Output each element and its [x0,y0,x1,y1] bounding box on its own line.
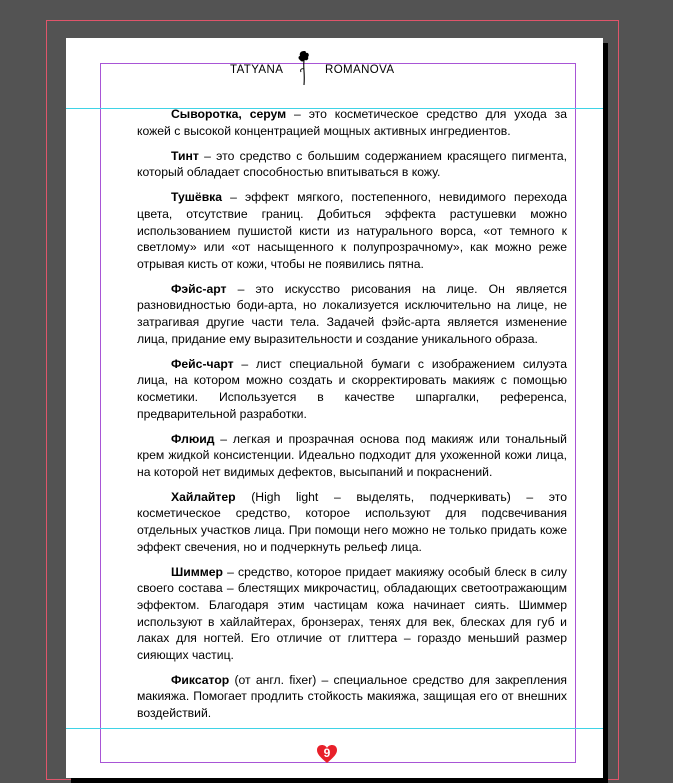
glossary-entry [137,356,567,422]
flower-silhouette-icon [296,49,312,87]
glossary-definition: – это средство с большим содержанием красящего пигмента, который обладает способностью впитываться в кожу. [137,148,567,180]
glossary-definition: (от англ. fixer) – специальное средство для закрепления макияжа. Помогает продлить стойкость макияжа, защищая его от внешних воздействий. [137,672,567,720]
glossary-entry [137,281,567,347]
glossary-definition: – средство, которое придает макияжу особый блеск в силу своего состава – блестящих микрочастиц, обладающих светоотражающим эффектом. Благодаря этим частицам кожа начинает сиять. Шиммер используют в хайлайтерах, бронзерах, тенях для век, блесках для губ и лаках для ногтей. Его отличие от глиттера – гораздо меньший размер сияющих частиц. [137,564,567,662]
page-header [66,49,603,87]
glossary-entry [137,489,567,555]
page-number: 9 [323,746,331,760]
glossary-term: Флюид [171,431,215,446]
page-number-badge [316,744,338,764]
glossary-term: Фэйс-арт [171,281,227,296]
brand-last-name: ROMANOVA [325,64,395,76]
glossary-term: Шиммер [171,564,223,579]
glossary-definition: – это искусство рисования на лице. Он является разновидностью боди-арта, но локализуется исключительно на лице, не затрагивая другие части тела. Задачей фэйс-арта является изменение лица, придание ему выразительности и создание уникального образа. [137,281,567,346]
glossary-term: Тушёвка [171,190,223,205]
glossary-term: Фейс-чарт [171,356,234,371]
glossary-entry [137,189,567,272]
glossary-entry [137,564,567,664]
glossary-definition: – эффект мягкого, постепенного, невидимого перехода цвета, отсутствие границ. Добиться эффекта растушевки можно использованием пушистой кисти из натурального ворса, «от темного к светлому» или «от насыщенного к полупрозрачному», как можно реже отрывая кисть от кожи, чтобы не появились пятна. [137,190,567,271]
glossary-text-frame[interactable] [137,106,567,730]
glossary-definition: (High light – выделять, подчеркивать) – это косметическое средство, которое используют для подсвечивания отдельных участков лица. При помощи него можно не только придать коже эффект свечения, но и подчеркнуть рельеф лица. [137,489,567,554]
glossary-entry [137,148,567,181]
glossary-definition: – лист специальной бумаги с изображением силуэта лица, на котором можно создать и скорректировать макияж с помощью косметики. Используется в качестве шпаргалки, референса, предварительной разработки. [137,356,567,421]
glossary-entry [137,672,567,722]
glossary-term: Сыворотка, серум [171,107,287,121]
glossary-entry [137,431,567,481]
glossary-entry [137,106,567,139]
glossary-term: Тинт [171,148,199,163]
glossary-definition: – это косметическое средство для ухода за кожей с высокой концентрацией мощных активных ингредиентов. [137,107,567,138]
glossary-term: Хайлайтер [171,489,236,504]
brand-first-name: TATYANA [230,64,284,76]
glossary-definition: – легкая и прозрачная основа под макияж или тональный крем жидкой консистенции. Идеально подходит для ухоженной кожи лица, на которой нет видимых дефектов, высыпаний и покраснений. [137,431,567,479]
glossary-term: Фиксатор [171,672,230,687]
